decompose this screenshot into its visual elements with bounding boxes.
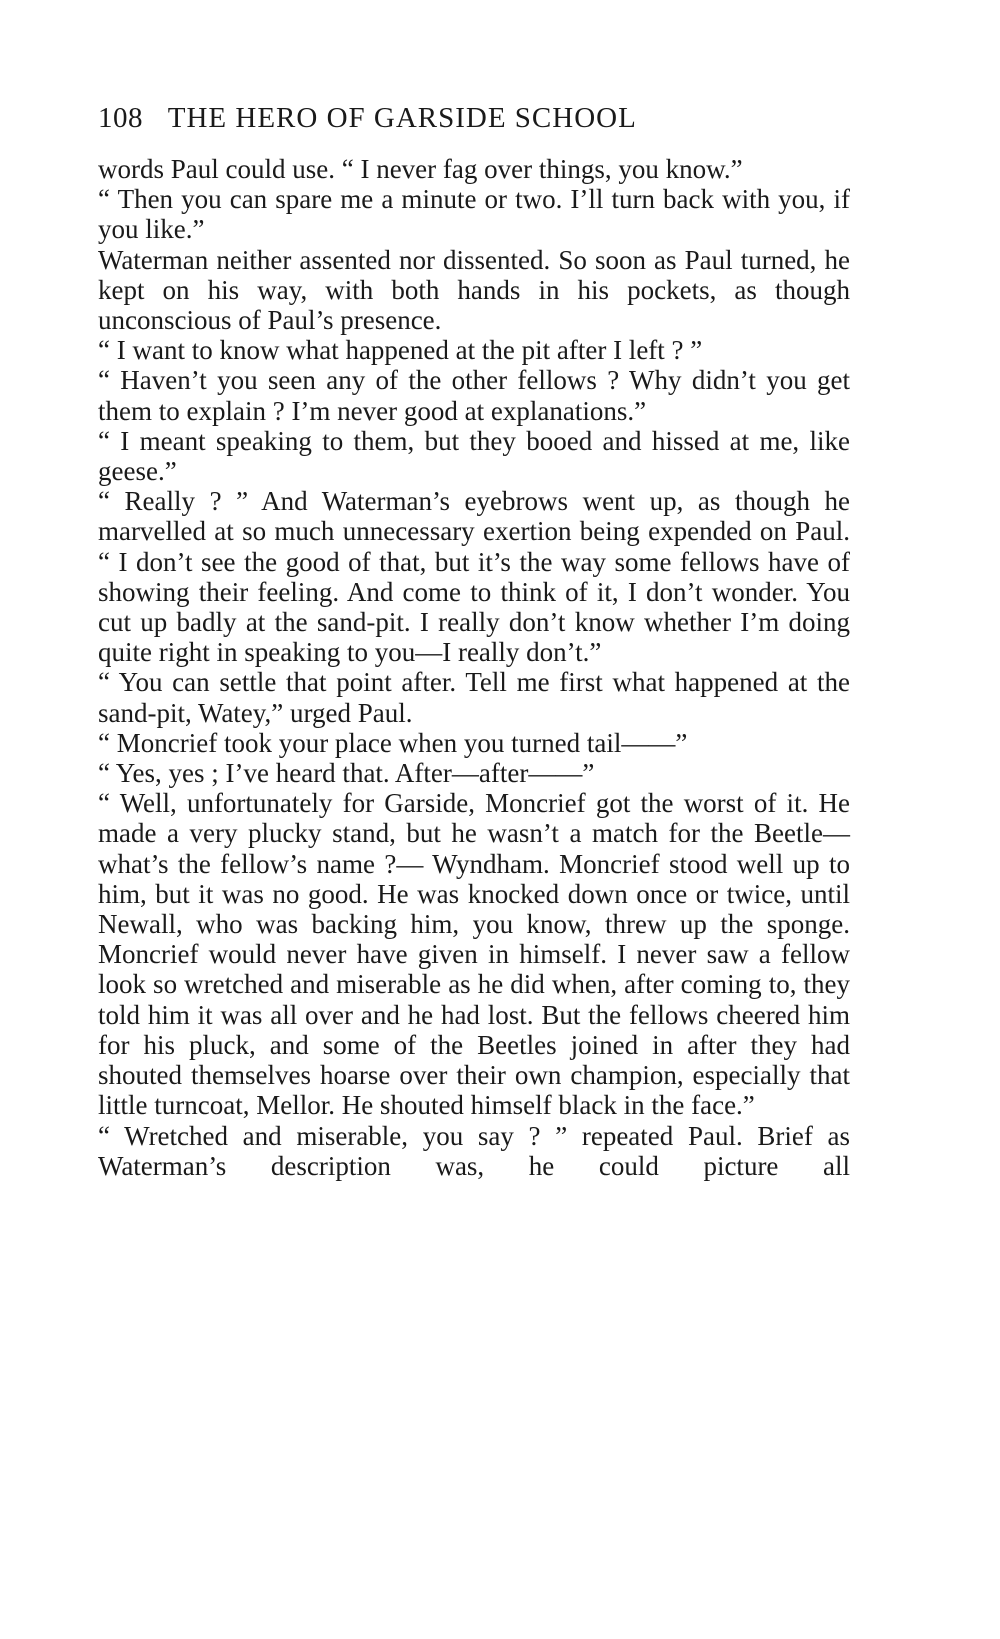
paragraph: “ I want to know what happened at the pit after I left ? ”: [98, 335, 703, 366]
body-text: [98, 154, 850, 1181]
paragraph: “ Really ? ” And Waterman’s eyebrows went up, as though he marvelled at so much unnecessary exertion being expended on Paul. “ I don’t see the good of that, but it’s the way some fellows have of showing their feeling. And come to think of it, I don’t wonder. You cut up badly at the sand-pit. I really don’t know whether I’m doing quite right in speaking to you—I really don’t.”: [98, 486, 850, 668]
page-number: 108: [98, 102, 143, 134]
running-head: [98, 98, 850, 138]
paragraph: “ Then you can spare me a minute or two. I’ll turn back with you, if you like.”: [98, 184, 850, 245]
book-title: THE HERO OF GARSIDE SCHOOL: [167, 102, 637, 134]
paragraph: “ You can settle that point after. Tell me first what happened at the sand-pit, Watey,” urged Paul.: [98, 667, 850, 728]
paragraph: “ I meant speaking to them, but they booed and hissed at me, like geese.”: [98, 425, 850, 487]
paragraph: “ Haven’t you seen any of the other fellows ? Why didn’t you get them to explain ? I’m never good at explanations.”: [98, 365, 850, 426]
paragraph: “ Moncrief took your place when you turned tail——”: [98, 727, 688, 758]
paragraph: “ Yes, yes ; I’ve heard that. After—after——”: [98, 758, 595, 789]
paragraph: “ Well, unfortunately for Garside, Moncrief got the worst of it. He made a very plucky stand, but he wasn’t a match for the Beetle—what’s the fellow’s name ?— Wyndham. Moncrief stood well up to him, but it was no good. He was knocked down once or twice, until Newall, who was backing him, you know, threw up the sponge. Moncrief would never have given in himself. I never saw a fellow look so wretched and miserable as he did when, after coming to, they told him it was all over and he had lost. But the fellows cheered him for his pluck, and some of the Beetles joined in after they had shouted themselves hoarse over their own champion, especially that little turncoat, Mellor. He shouted himself black in the face.”: [98, 788, 850, 1121]
book-page: [98, 98, 850, 1181]
paragraph: Waterman neither assented nor dissented. So soon as Paul turned, he kept on his way, with both hands in his pockets, as though unconscious of Paul’s presence.: [98, 244, 850, 336]
paragraph: words Paul could use. “ I never fag over things, you know.”: [98, 154, 743, 184]
paragraph: “ Wretched and miserable, you say ? ” repeated Paul. Brief as Waterman’s description was, he could picture all: [98, 1120, 850, 1181]
